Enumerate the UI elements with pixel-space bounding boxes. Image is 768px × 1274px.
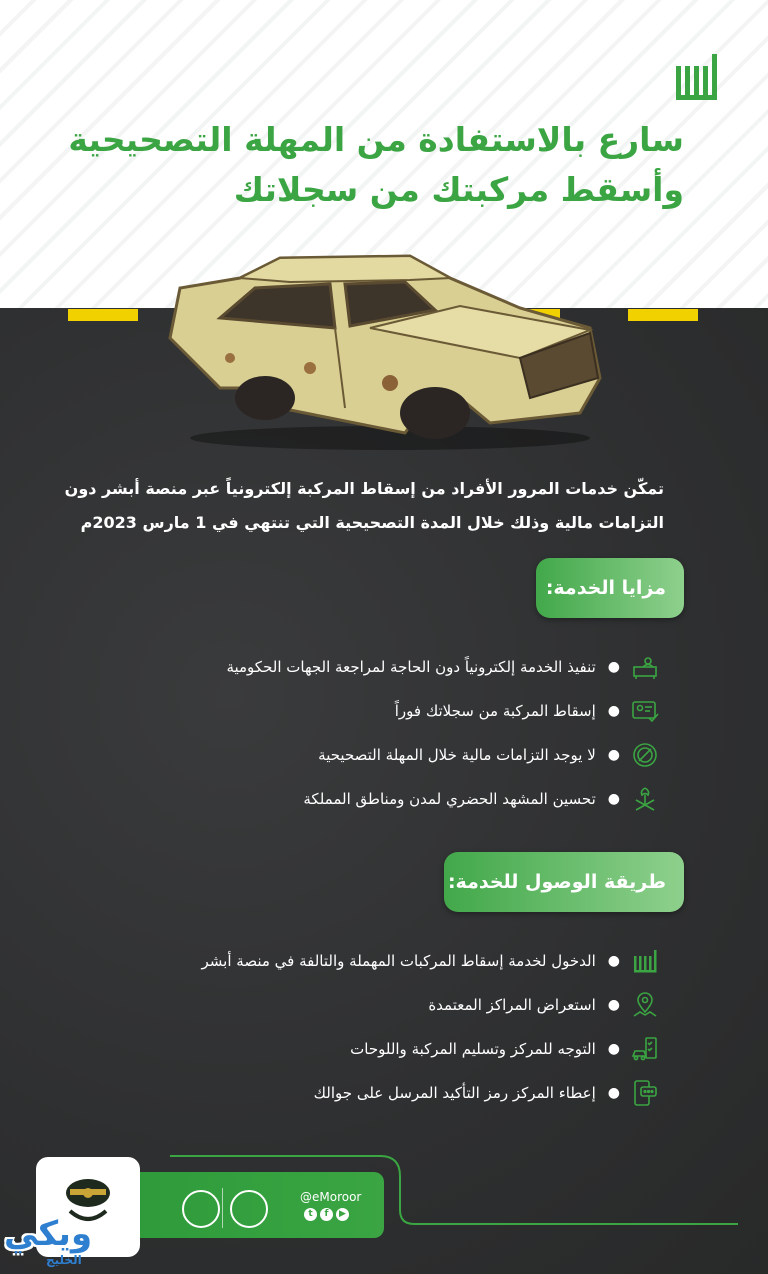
watermark-sub: الخليج (46, 1253, 82, 1267)
road-stripe (68, 309, 138, 321)
footer-divider (222, 1188, 223, 1228)
bullet: ● (607, 953, 620, 969)
page-title-line2: وأسقط مركبتك من سجلاتك (233, 170, 684, 209)
benefit-item (100, 652, 660, 682)
road-stripe (628, 309, 698, 321)
moroor-emblem-icon (182, 1190, 220, 1228)
benefit-text: تحسين المشهد الحضري لمدن ومناطق المملكة (303, 790, 596, 808)
youtube-icon[interactable]: ▶ (336, 1208, 349, 1221)
benefit-text: إسقاط المركبة من سجلاتك فوراً (394, 702, 596, 720)
no-fee-icon (630, 740, 660, 770)
access-text: الدخول لخدمة إسقاط المركبات المهملة والتالفة في منصة أبشر (201, 952, 596, 970)
intro-text-line2: التزامات مالية وذلك خلال المدة التصحيحية التي تنتهي في 1 مارس 2023م (80, 513, 664, 532)
desk-icon (630, 652, 660, 682)
access-text: استعراض المراكز المعتمدة (428, 996, 596, 1014)
saudi-emblem-icon (630, 784, 660, 814)
phone-code-icon (630, 1078, 660, 1108)
access-text: إعطاء المركز رمز التأكيد المرسل على جوالك (313, 1084, 596, 1102)
facebook-icon[interactable]: f (320, 1208, 333, 1221)
ministry-emblem-icon (230, 1190, 268, 1228)
twitter-handle[interactable]: @eMoroor (300, 1190, 362, 1204)
intro-text-line1: تمكّن خدمات المرور الأفراد من إسقاط المركبة إلكترونياً عبر منصة أبشر دون (64, 479, 664, 498)
bullet: ● (607, 703, 620, 719)
watermark-logo: ويكي (4, 1214, 93, 1254)
absher-logo-icon (674, 52, 720, 104)
access-heading: طريقة الوصول للخدمة: (444, 852, 684, 912)
bullet: ● (607, 747, 620, 763)
access-item (100, 1034, 660, 1064)
id-card-check-icon (630, 696, 660, 726)
benefit-text: تنفيذ الخدمة إلكترونياً دون الحاجة لمراجعة الجهات الحكومية (226, 658, 596, 676)
bullet: ● (607, 659, 620, 675)
bullet: ● (607, 1085, 620, 1101)
access-item (100, 946, 660, 976)
bullet: ● (607, 791, 620, 807)
page-title-line1: سارع بالاستفادة من المهلة التصحيحية (68, 120, 684, 159)
access-text: التوجه للمركز وتسليم المركبة واللوحات (350, 1040, 596, 1058)
car-checklist-icon (630, 1034, 660, 1064)
bullet: ● (607, 997, 620, 1013)
map-pin-icon (630, 990, 660, 1020)
twitter-icon[interactable]: t (304, 1208, 317, 1221)
absher-icon (630, 946, 660, 976)
benefits-heading: مزايا الخدمة: (536, 558, 684, 618)
bullet: ● (607, 1041, 620, 1057)
benefit-text: لا يوجد التزامات مالية خلال المهلة التصحيحية (318, 746, 596, 764)
access-item (100, 990, 660, 1020)
benefit-item (100, 784, 660, 814)
abandoned-car-image (160, 248, 610, 453)
benefit-item (100, 740, 660, 770)
benefit-item (100, 696, 660, 726)
access-item (100, 1078, 660, 1108)
